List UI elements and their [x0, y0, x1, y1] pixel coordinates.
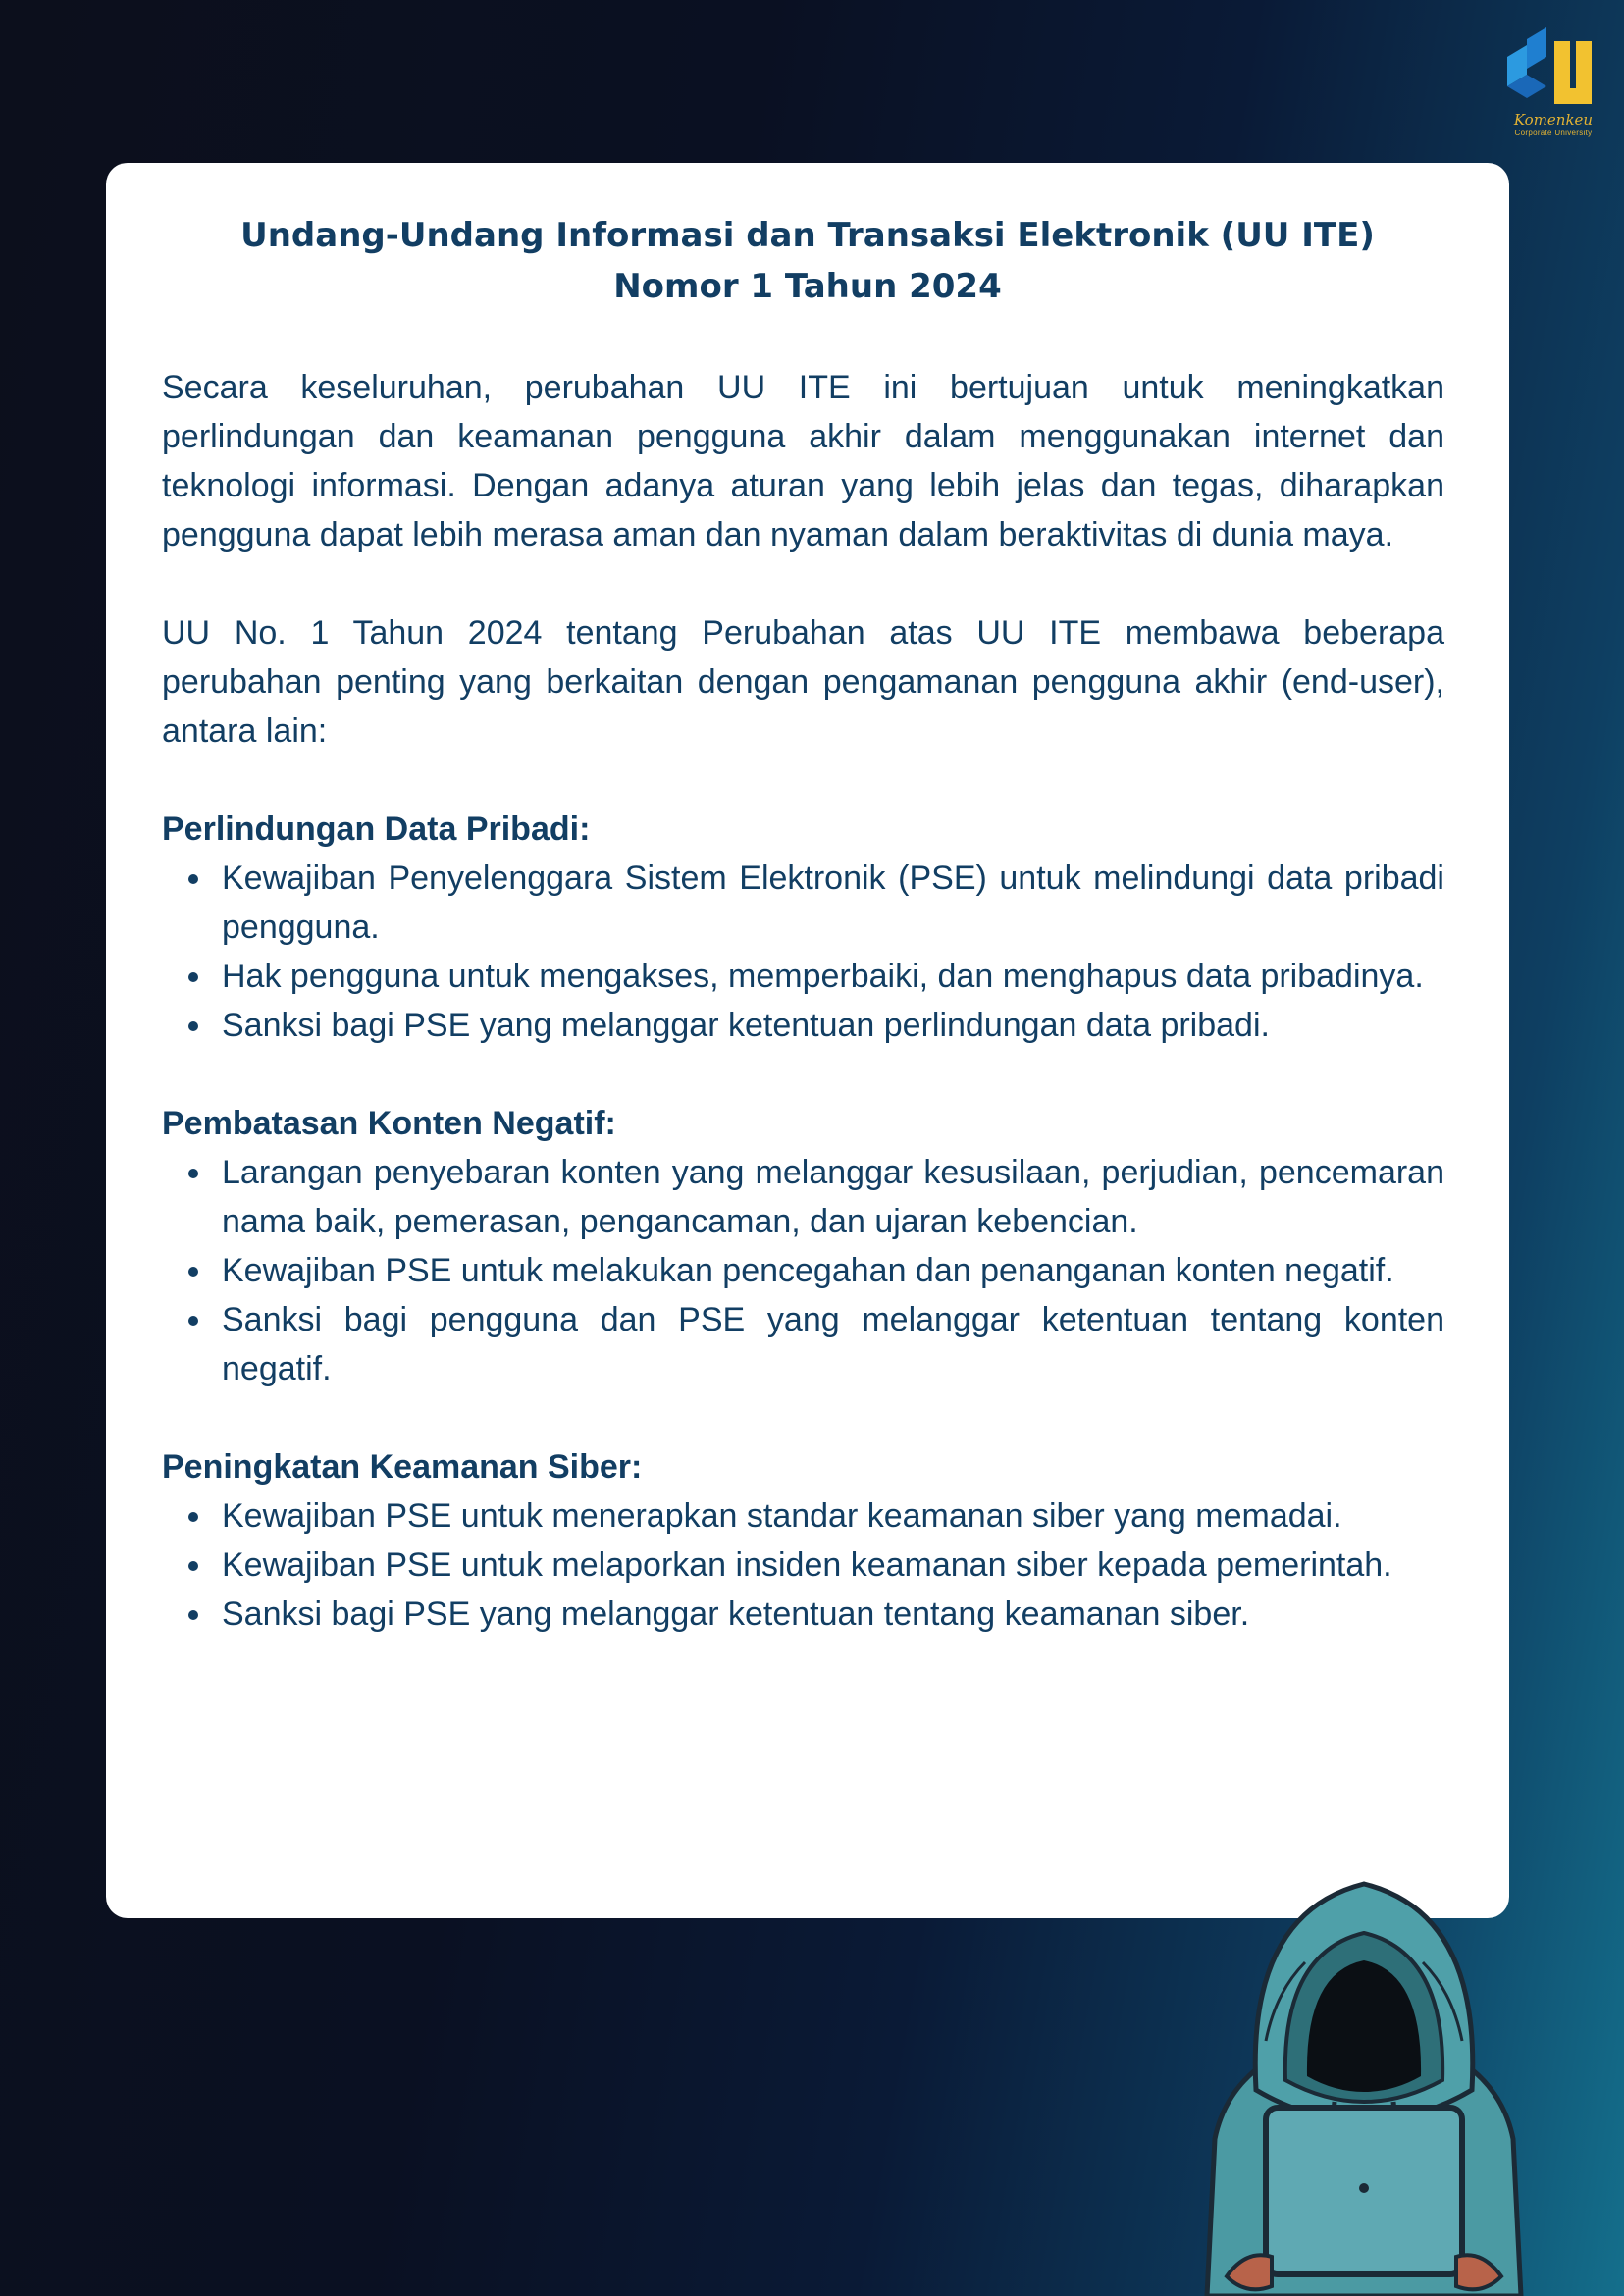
list-item: Sanksi bagi pengguna dan PSE yang melanggar ketentuan tentang konten negatif. — [222, 1295, 1444, 1393]
title-line-2: Nomor 1 Tahun 2024 — [613, 267, 1002, 306]
logo-name: Komenkeu — [1513, 111, 1594, 129]
section-heading: Pembatasan Konten Negatif: — [162, 1105, 616, 1142]
bullet-list — [162, 1491, 1444, 1639]
bullet-list — [162, 854, 1444, 1050]
content-card — [106, 163, 1509, 1918]
list-item: Larangan penyebaran konten yang melanggar kesusilaan, perjudian, pencemaran nama baik, pemerasan, pengancaman, dan ujaran kebencian. — [222, 1148, 1444, 1246]
document-body — [162, 363, 1444, 1639]
title-line-1: Undang-Undang Informasi dan Transaksi Elektronik (UU ITE) — [240, 216, 1375, 255]
section-cyber-security — [162, 1442, 1444, 1639]
list-item: Sanksi bagi PSE yang melanggar ketentuan tentang keamanan siber. — [222, 1590, 1444, 1639]
logo-subtitle: Corporate University — [1514, 129, 1593, 137]
list-item: Hak pengguna untuk mengakses, memperbaiki, dan menghapus data pribadinya. — [222, 952, 1444, 1001]
list-item: Kewajiban PSE untuk melaporkan insiden keamanan siber kepada pemerintah. — [222, 1540, 1444, 1590]
bullet-list — [162, 1148, 1444, 1393]
section-data-protection — [162, 805, 1444, 1050]
list-item: Kewajiban PSE untuk melakukan pencegahan dan penanganan konten negatif. — [222, 1246, 1444, 1295]
lead-paragraph: UU No. 1 Tahun 2024 tentang Perubahan atas UU ITE membawa beberapa perubahan penting yang berkaitan dengan pengamanan pengguna akhir (end-user), antara lain: — [162, 614, 1444, 750]
document-title — [106, 210, 1509, 312]
hooded-hacker-laptop-icon — [1187, 1845, 1541, 2296]
section-heading: Peningkatan Keamanan Siber: — [162, 1448, 643, 1486]
list-item: Kewajiban PSE untuk menerapkan standar keamanan siber yang memadai. — [222, 1491, 1444, 1540]
intro-paragraph: Secara keseluruhan, perubahan UU ITE ini bertujuan untuk meningkatkan perlindungan dan keamanan pengguna akhir dalam menggunakan internet dan teknologi informasi. Dengan adanya aturan yang lebih jelas dan tegas, diharapkan pengguna dapat lebih merasa aman dan nyaman dalam beraktivitas di dunia maya. — [162, 369, 1444, 553]
list-item: Kewajiban Penyelenggara Sistem Elektronik (PSE) untuk melindungi data pribadi pengguna. — [222, 854, 1444, 952]
list-item: Sanksi bagi PSE yang melanggar ketentuan perlindungan data pribadi. — [222, 1001, 1444, 1050]
section-negative-content — [162, 1099, 1444, 1393]
section-heading: Perlindungan Data Pribadi: — [162, 810, 591, 848]
